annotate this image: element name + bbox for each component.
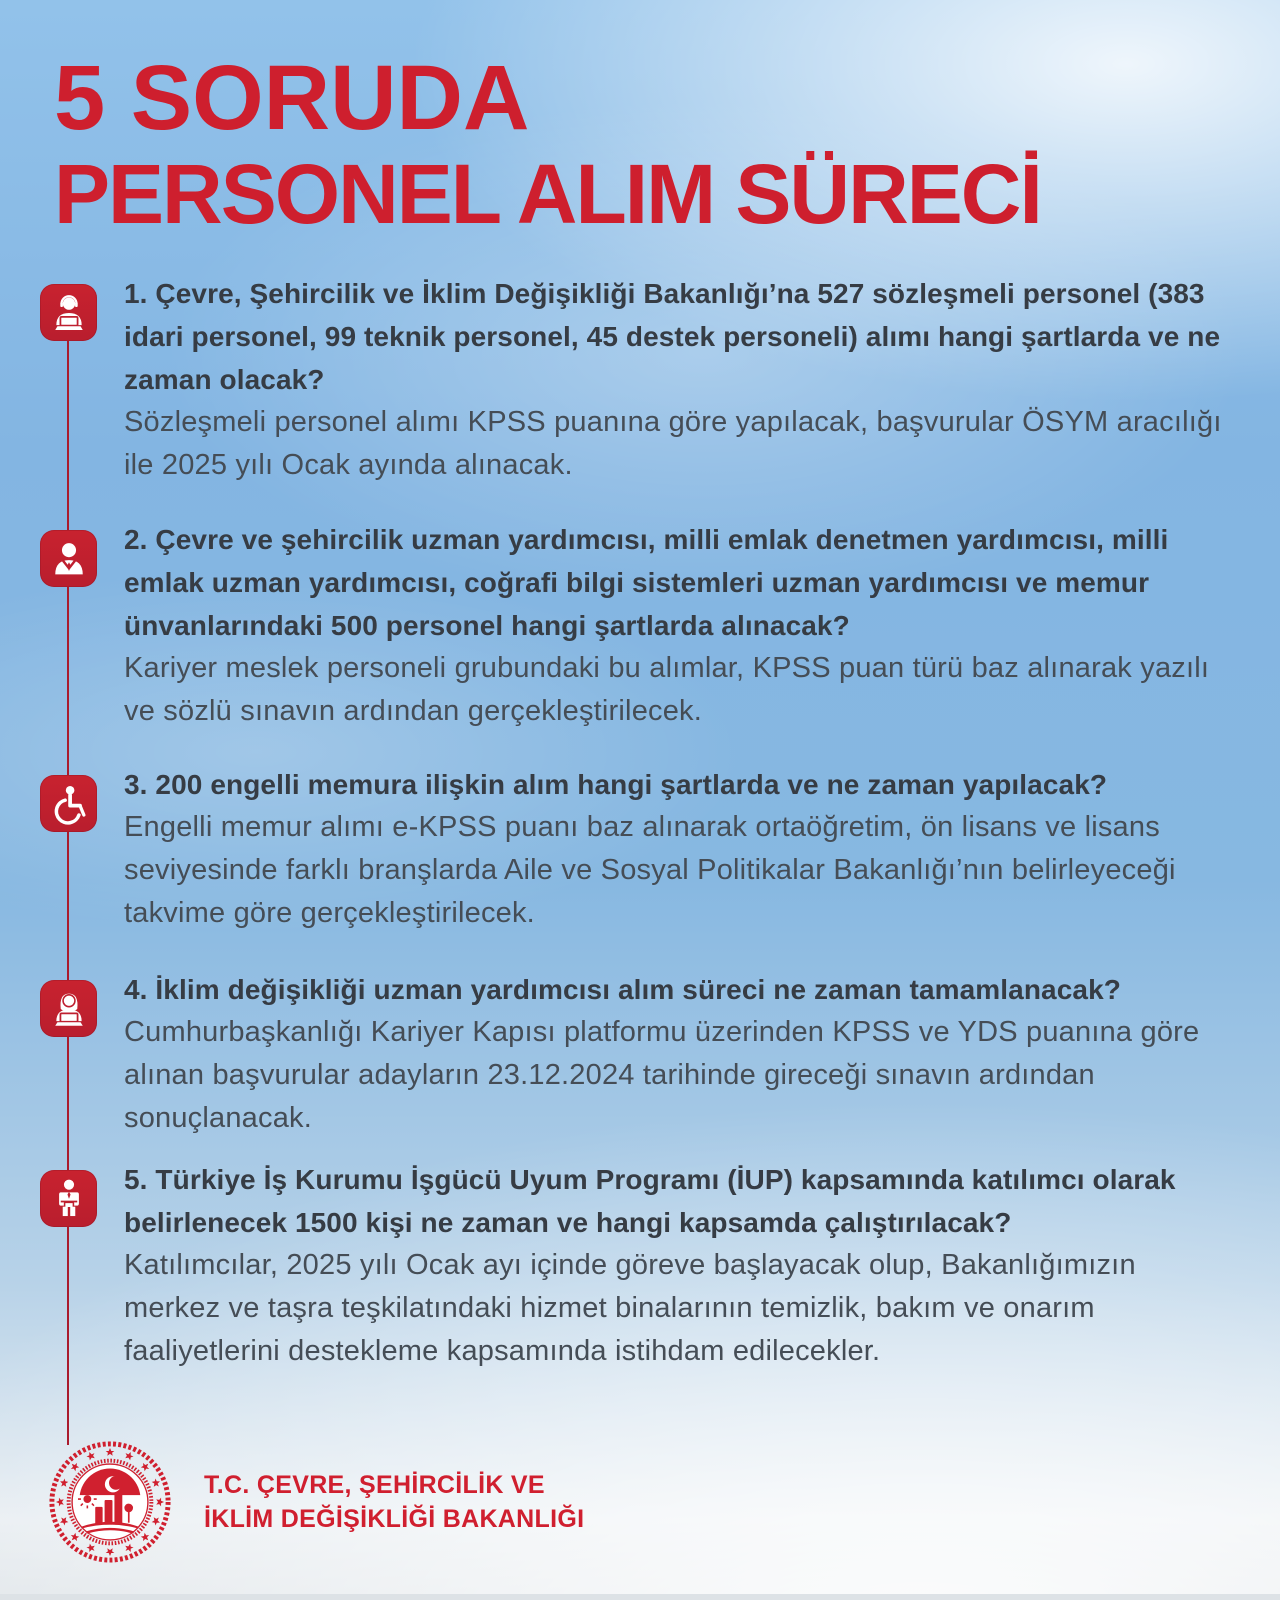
page-title xyxy=(54,48,1041,240)
woman-laptop-icon xyxy=(40,980,97,1037)
answer-3: Engelli memur alımı e-KPSS puanı baz alınarak ortaöğretim, ön lisans ve lisans seviyesinde farklı branşlarda Aile ve Sosyal Politikalar Bakanlığı’nın belirleyeceği takvime göre gerçekleştirilecek. xyxy=(124,811,1176,929)
ministry-name xyxy=(204,1468,584,1536)
question-4: 4. İklim değişikliği uzman yardımcısı alım süreci ne zaman tamamlanacak? xyxy=(124,974,1121,1005)
support-agent-laptop-icon xyxy=(40,284,97,341)
wheelchair-icon xyxy=(40,775,97,832)
title-line-1: 5 SORUDA xyxy=(54,47,530,149)
question-3: 3. 200 engelli memura ilişkin alım hangi şartlarda ve ne zaman yapılacak? xyxy=(124,769,1108,800)
question-5: 5. Türkiye İş Kurumu İşgücü Uyum Programı (İUP) kapsamında katılımcı olarak belirlenecek 1500 kişi ne zaman ve hangi kapsamda çalıştırılacak? xyxy=(124,1164,1176,1238)
question-text-1 xyxy=(124,272,1232,487)
ministry-emblem-logo xyxy=(46,1436,174,1568)
worker-icon xyxy=(40,1170,97,1227)
ministry-name-line-1: T.C. ÇEVRE, ŞEHİRCİLİK VE xyxy=(204,1471,545,1499)
question-2: 2. Çevre ve şehircilik uzman yardımcısı, milli emlak denetmen yardımcısı, milli emlak uzman yardımcısı, coğrafi bilgi sistemleri uzman yardımcısı ve memur ünvanlarındaki 500 personel hangi şartlarda alınacak? xyxy=(124,524,1169,641)
answer-4: Cumhurbaşkanlığı Kariyer Kapısı platformu üzerinden KPSS ve YDS puanına göre alınan başvurular adayların 23.12.2024 tarihinde gireceği sınavın ardından sonuçlanacak. xyxy=(124,1016,1200,1134)
question-1: 1. Çevre, Şehircilik ve İklim Değişikliği Bakanlığı’na 527 sözleşmeli personel (383 idari personel, 99 teknik personel, 45 destek personeli) alımı hangi şartlarda ve ne zaman olacak? xyxy=(124,278,1221,395)
answer-5: Katılımcılar, 2025 yılı Ocak ayı içinde göreve başlayacak olup, Bakanlığımızın merkez ve taşra teşkilatındaki hizmet binalarının temizlik, bakım ve onarım faaliyetlerini destekleme kapsamında istihdam edilecekler. xyxy=(124,1249,1136,1367)
timeline-connector-line xyxy=(67,312,69,1445)
answer-2: Kariyer meslek personeli grubundaki bu alımlar, KPSS puan türü baz alınarak yazılı ve sözlü sınavın ardından gerçekleştirilecek. xyxy=(124,652,1210,727)
question-text-5 xyxy=(124,1158,1232,1373)
bottom-edge-strip xyxy=(0,1594,1280,1600)
question-text-3 xyxy=(124,763,1232,935)
ministry-name-line-2: İKLİM DEĞİŞİKLİĞİ BAKANLIĞI xyxy=(204,1505,585,1533)
question-text-2 xyxy=(124,518,1232,733)
business-person-icon xyxy=(40,530,97,587)
footer xyxy=(46,1432,584,1572)
question-text-4 xyxy=(124,968,1232,1140)
answer-1: Sözleşmeli personel alımı KPSS puanına göre yapılacak, başvurular ÖSYM aracılığı ile 2025 yılı Ocak ayında alınacak. xyxy=(124,406,1222,481)
title-line-2: PERSONEL ALIM SÜRECİ xyxy=(54,147,1041,241)
